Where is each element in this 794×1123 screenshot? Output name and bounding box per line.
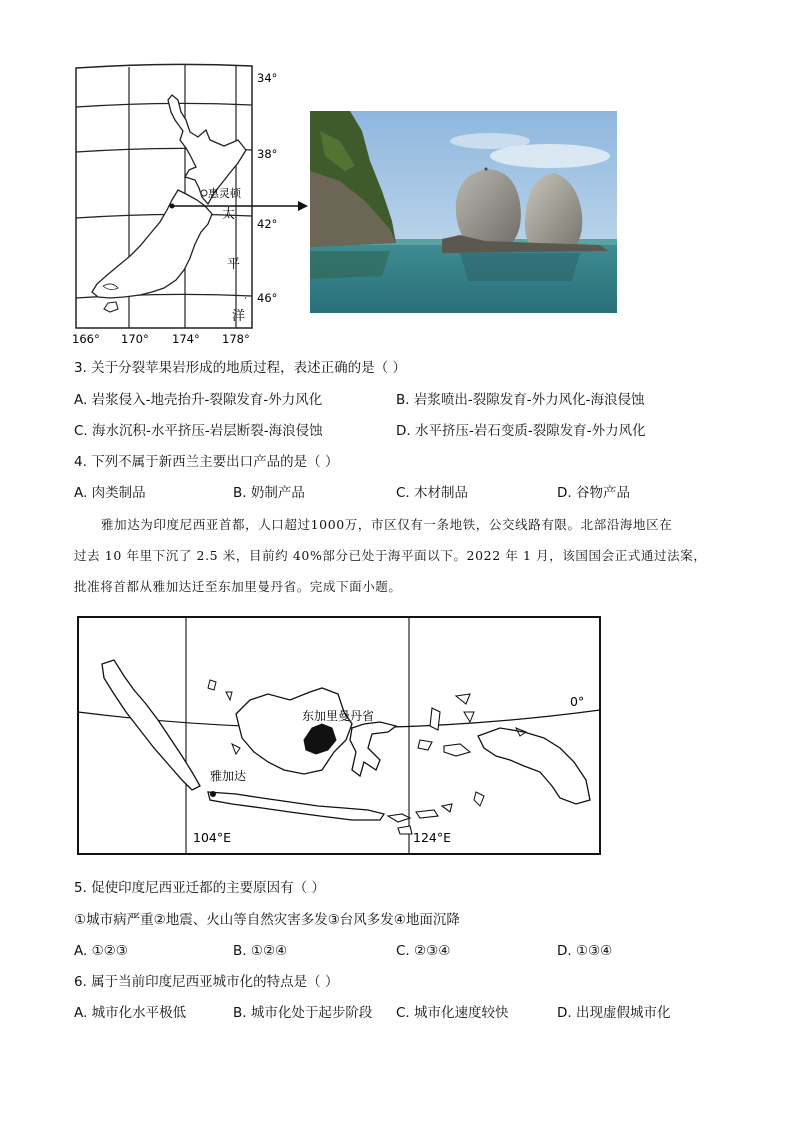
lon-label-166: 166° bbox=[72, 332, 100, 346]
lon-label-178: 178° bbox=[222, 332, 250, 346]
q4-option-d: D. 谷物产品 bbox=[557, 485, 630, 501]
city-marker bbox=[201, 190, 207, 196]
q4-option-b: B. 奶制产品 bbox=[233, 485, 305, 501]
capital-label: 雅加达 bbox=[210, 769, 247, 783]
q5-items: ①城市病严重②地震、火山等自然灾害多发③台风多发④地面沉降 bbox=[74, 912, 460, 928]
arrow-head-icon bbox=[298, 201, 308, 211]
q6-option-c: C. 城市化速度较快 bbox=[396, 1005, 509, 1021]
city-label: 惠灵顿 bbox=[208, 187, 241, 200]
split-apple-rock-photo bbox=[310, 111, 617, 313]
q5-option-b: B. ①②④ bbox=[233, 943, 288, 959]
lon-label-104: 104°E bbox=[193, 830, 232, 845]
ocean-char-3: 洋 bbox=[232, 309, 246, 324]
province-label: 东加里曼丹省 bbox=[302, 709, 375, 723]
lon-label-174: 174° bbox=[172, 332, 200, 346]
q5-stem: 5. 促使印度尼西亚迁都的主要原因有（ ） bbox=[74, 880, 325, 896]
q6-option-a: A. 城市化水平极低 bbox=[74, 1005, 187, 1021]
q3-option-b: B. 岩浆喷出-裂隙发育-外力风化-海浪侵蚀 bbox=[396, 392, 645, 408]
lon-label-124: 124°E bbox=[413, 830, 452, 845]
q5-option-d: D. ①③④ bbox=[557, 943, 613, 959]
lat-label-42: 42° bbox=[257, 217, 278, 231]
ocean-char-2: 平 bbox=[227, 257, 241, 272]
equator-label: 0° bbox=[570, 694, 585, 709]
lat-label-38: 38° bbox=[257, 147, 278, 161]
new-zealand-map bbox=[60, 60, 310, 350]
q4-stem: 4. 下列不属于新西兰主要出口产品的是（ ） bbox=[74, 454, 339, 470]
passage-line-3: 批准将首都从雅加达迁至东加里曼丹省。完成下面小题。 bbox=[74, 579, 402, 594]
rock-location-marker bbox=[170, 204, 175, 209]
indonesia-map bbox=[70, 610, 610, 862]
q4-option-c: C. 木材制品 bbox=[396, 485, 469, 501]
q6-option-d: D. 出现虚假城市化 bbox=[557, 1005, 671, 1021]
lon-label-170: 170° bbox=[121, 332, 149, 346]
ocean-char-1: 太 bbox=[222, 207, 236, 222]
q3-option-a: A. 岩浆侵入-地壳抬升-裂隙发育-外力风化 bbox=[74, 392, 323, 408]
lat-label-46: 46° bbox=[257, 291, 278, 305]
q6-stem: 6. 属于当前印度尼西亚城市化的特点是（ ） bbox=[74, 974, 339, 990]
jakarta-marker bbox=[210, 791, 216, 797]
lat-label-34: 34° bbox=[257, 71, 278, 85]
svg-text:·: · bbox=[244, 294, 247, 304]
q3-option-d: D. 水平挤压-岩石变质-裂隙发育-外力风化 bbox=[396, 423, 646, 439]
passage bbox=[74, 509, 724, 602]
q4-option-a: A. 肉类制品 bbox=[74, 485, 146, 501]
q6-option-b: B. 城市化处于起步阶段 bbox=[233, 1005, 373, 1021]
q5-option-a: A. ①②③ bbox=[74, 943, 128, 959]
q3-option-c: C. 海水沉积-水平挤压-岩层断裂-海浪侵蚀 bbox=[74, 423, 323, 439]
passage-line-1: 雅加达为印度尼西亚首都，人口超过1000万，市区仅有一条地铁，公交线路有限。北部沿海地区在 bbox=[101, 517, 673, 532]
q3-stem: 3. 关于分裂苹果岩形成的地质过程，表述正确的是（ ） bbox=[74, 360, 406, 376]
passage-line-2: 过去 10 年里下沉了 2.5 米，目前约 40%部分已处于海平面以下。2022 年 1 月，该国国会正式通过法案， bbox=[74, 548, 707, 563]
q5-option-c: C. ②③④ bbox=[396, 943, 451, 959]
